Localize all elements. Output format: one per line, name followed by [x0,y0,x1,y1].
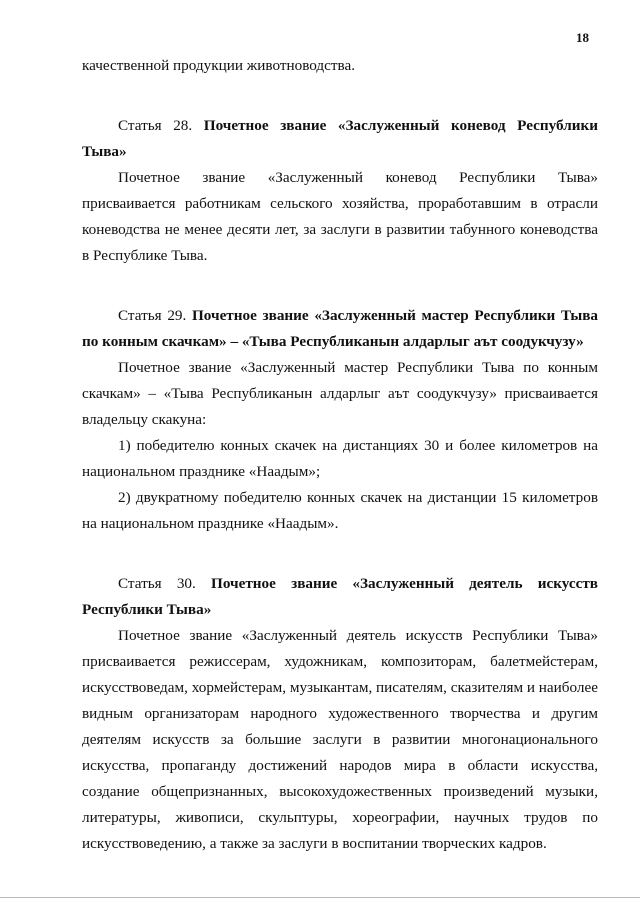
article-28-body: Почетное звание «Заслуженный коневод Республики Тыва» присваивается работникам сельского хозяйства, проработавшим в отрасли коневодства не менее десяти лет, за заслуги в развитии табунного коневодства в Республике Тыва. [82,169,598,264]
article-28-title: Почетное звание «Заслуженный коневод Республики Тыва» [82,117,598,160]
page-bottom-edge [0,897,640,898]
article-29-title: Почетное звание «Заслуженный мастер Республики Тыва по конным скачкам» – «Тыва Республиканын алдарлыг аът соодукчузу» [82,307,598,350]
article-30-title: Почетное звание «Заслуженный деятель искусств Республики Тыва» [82,575,599,618]
article-28-heading [82,113,598,165]
article-30-heading [82,571,598,623]
continuation-paragraph: качественной продукции животноводства. [82,57,356,74]
page-number: 18 [576,30,589,45]
article-29-item-1: 1) победителю конных скачек на дистанциях 30 и более километров на национальном празднике «Наадым»; [82,437,598,480]
article-29-prefix: Статья 29. [118,307,187,324]
article-29-body: Почетное звание «Заслуженный мастер Республики Тыва по конным скачкам» – «Тыва Республиканын алдарлыг аът соодукчузу» присваивается владельцу скакуна: [82,359,598,428]
article-30-body: Почетное звание «Заслуженный деятель искусств Республики Тыва» присваивается режиссерам, художникам, композиторам, балетмейстерам, искусствоведам, хормейстерам, музыкантам, писателям, сказителям и наиболее видным организаторам народного художественного творчества и другим деятелям искусств за большие заслуги в развитии многонационального искусства, пропаганду достижений народов мира в области искусства, создание общепризнанных, высокохудожественных произведений музыки, литературы, живописи, скульптуры, хореографии, научных трудов по искусствоведению, а также за заслуги в воспитании творческих кадров. [82,627,598,852]
article-30-prefix: Статья 30. [118,575,196,592]
document-body [82,53,598,857]
article-29-heading [82,303,598,355]
article-28-prefix: Статья 28. [118,117,193,134]
article-29-item-2: 2) двукратному победителю конных скачек на дистанции 15 километров на национальном празднике «Наадым». [82,489,598,532]
